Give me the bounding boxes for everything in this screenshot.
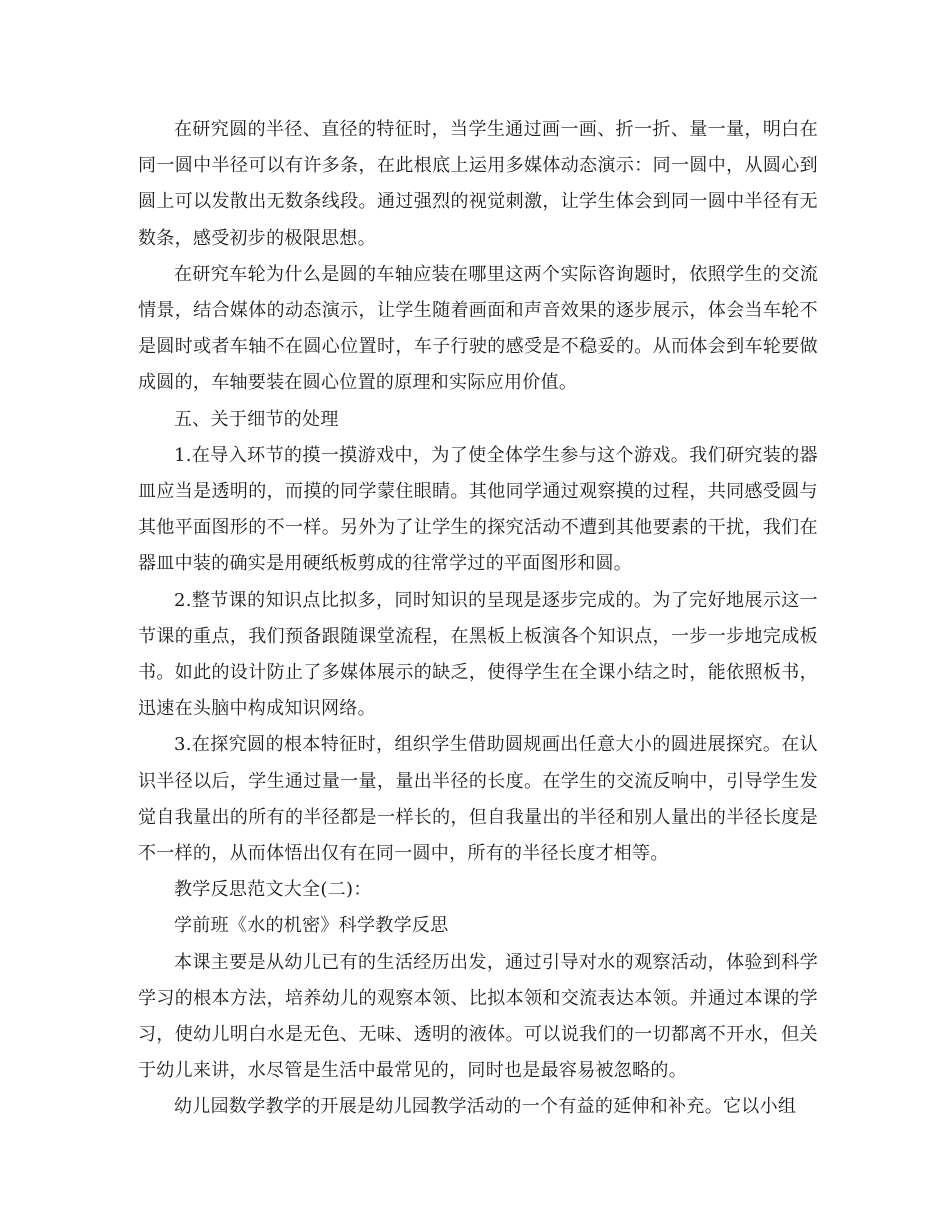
paragraph-detail-1: 1.在导入环节的摸一摸游戏中，为了使全体学生参与这个游戏。我们研究装的器皿应当是透明的，而摸的同学蒙住眼睛。其他同学通过观察摸的过程，共同感受圆与其他平面图形的不一样。另外为了让学生的探究活动不遭到其他要素的干扰，我们在器皿中装的确实是用硬纸板剪成的往常学过的平面图形和圆。: [138, 444, 818, 575]
paragraph-wheel-axle: 在研究车轮为什么是圆的车轴应装在哪里这两个实际咨询题时，依照学生的交流情景，结合媒体的动态演示，让学生随着画面和声音效果的逐步展示，体会当车轮不是圆时或者车轴不在圆心位置时，车子行驶的感受是不稳妥的。从而体会到车轮要做成圆的，车轴要装在圆心位置的原理和实际应用价值。: [138, 263, 818, 394]
paragraph-detail-3: 3.在探究圆的根本特征时，组织学生借助圆规画出任意大小的圆进展探究。在认识半径以后，学生通过量一量，量出半径的长度。在学生的交流反响中，引导学生发觉自我量出的所有的半径都是一样长的，但自我量出的半径和别人量出的半径长度是不一样的，从而体悟出仅有在同一圆中，所有的半径长度才相等。: [138, 734, 818, 865]
section-title-water-secret: 学前班《水的机密》科学教学反思: [174, 915, 449, 937]
paragraph-circle-radius: 在研究圆的半径、直径的特征时，当学生通过画一画、折一折、量一量，明白在同一圆中半径可以有许多条，在此根底上运用多媒体动态演示：同一圆中，从圆心到圆上可以发散出无数条线段。通过强烈的视觉刺激，让学生体会到同一圆中半径有无数条，感受初步的极限思想。: [138, 119, 818, 249]
paragraph-water-lesson: 本课主要是从幼儿已有的生活经历出发，通过引导对水的观察活动，体验到科学学习的根本方法，培养幼儿的观察本领、比拟本领和交流表达本领。并通过本课的学习，使幼儿明白水是无色、无味、透明的液体。可以说我们的一切都离不开水，但关于幼儿来讲，水尽管是生活中最常见的，同时也是最容易被忽略的。: [138, 951, 818, 1082]
paragraph-detail-2: 2.整节课的知识点比拟多，同时知识的呈现是逐步完成的。为了完好地展示这一节课的重点，我们预备跟随课堂流程，在黑板上板演各个知识点，一步一步地完成板书。如此的设计防止了多媒体展示的缺乏，使得学生在全课小结之时，能依照板书，迅速在头脑中构成知识网络。: [138, 589, 818, 720]
section-heading-reflection-2: 教学反思范文大全(二)：: [174, 879, 372, 901]
section-heading-details: 五、关于细节的处理: [174, 408, 339, 430]
document-body: [138, 112, 818, 1126]
paragraph-kindergarten-math: 幼儿园数学教学的开展是幼儿园教学活动的一个有益的延伸和补充。它以小组: [174, 1096, 797, 1118]
